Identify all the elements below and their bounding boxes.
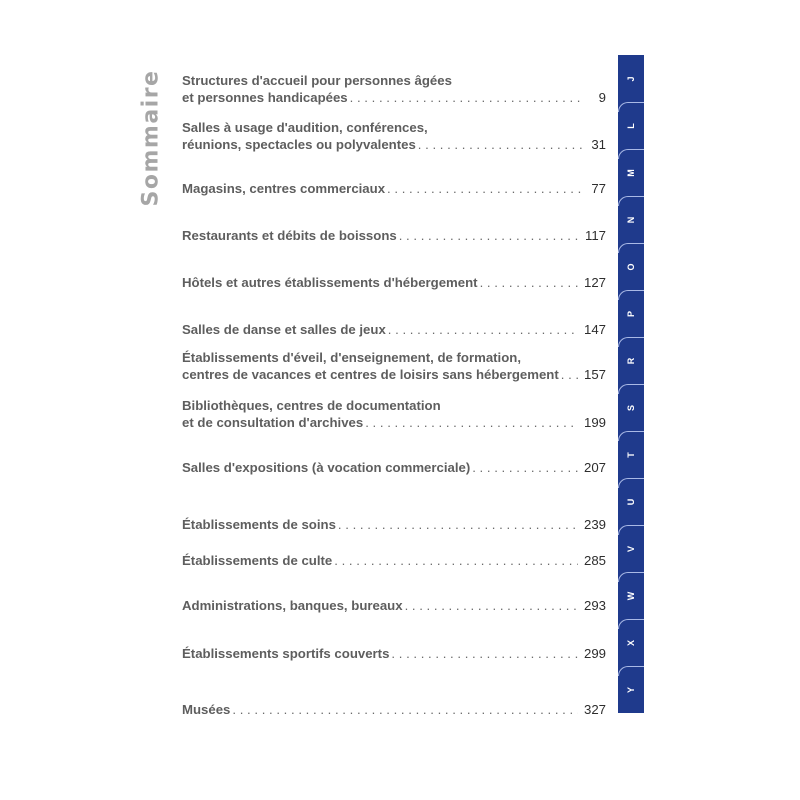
- tab-divider: [618, 149, 644, 159]
- tab-letter: O: [626, 262, 636, 271]
- toc-entry-title: Salles de danse et salles de jeux: [182, 322, 386, 337]
- index-tab-m[interactable]: [618, 149, 644, 196]
- toc-entry-line: [182, 397, 606, 414]
- tab-letter: S: [626, 404, 636, 411]
- toc-entry-line: [182, 701, 606, 718]
- index-tab-s[interactable]: [618, 384, 644, 431]
- page-number: 77: [591, 181, 606, 196]
- toc-entry-title: Musées: [182, 702, 231, 717]
- toc-entry-line: [182, 597, 606, 614]
- dot-leader: [561, 366, 578, 383]
- toc-entry-line: [182, 414, 606, 431]
- tab-divider: [618, 196, 644, 206]
- toc-entry-title: centres de vacances et centres de loisirs sans hébergement: [182, 367, 559, 382]
- index-tab-o[interactable]: [618, 243, 644, 290]
- toc-entry-line: [182, 459, 606, 476]
- index-tab-v[interactable]: [618, 525, 644, 572]
- toc-entry[interactable]: [182, 459, 606, 476]
- toc-entry-line: [182, 227, 606, 244]
- toc-entry-title: Salles à usage d'audition, conférences,: [182, 120, 428, 135]
- tab-divider: [618, 337, 644, 347]
- toc-entry-title: Établissements sportifs couverts: [182, 646, 390, 661]
- toc-entry-title: Établissements d'éveil, d'enseignement, de formation,: [182, 350, 521, 365]
- dot-leader: [334, 552, 578, 569]
- tab-letter: V: [626, 545, 636, 552]
- toc-entry-title: et de consultation d'archives: [182, 415, 364, 430]
- page-number: 127: [583, 275, 606, 290]
- toc-entry[interactable]: [182, 274, 606, 291]
- dot-leader: [388, 321, 578, 338]
- dot-leader: [350, 89, 582, 106]
- tab-divider: [618, 525, 644, 535]
- toc-entry-line: [182, 89, 606, 106]
- tab-letter: J: [626, 75, 636, 82]
- tab-letter: T: [626, 451, 636, 458]
- toc-entry-line: [182, 180, 606, 197]
- tab-divider: [618, 666, 644, 676]
- tab-letter: R: [626, 357, 636, 364]
- toc-entry-title: Restaurants et débits de boissons: [182, 228, 397, 243]
- tab-letter: P: [626, 310, 636, 317]
- toc-entry-line: [182, 552, 606, 569]
- tab-letter: W: [626, 591, 636, 600]
- dot-leader: [365, 414, 578, 431]
- toc-entry-line: [182, 119, 606, 136]
- toc-entry-title: Administrations, banques, bureaux: [182, 598, 403, 613]
- tab-divider: [618, 478, 644, 488]
- tab-divider: [618, 572, 644, 582]
- tab-divider: [618, 619, 644, 629]
- dot-leader: [338, 516, 578, 533]
- toc-entry-title: et personnes handicapées: [182, 90, 348, 105]
- tab-divider: [618, 290, 644, 300]
- dot-leader: [480, 274, 578, 291]
- toc-entry-title: Établissements de culte: [182, 553, 333, 568]
- page-number: 199: [583, 415, 606, 430]
- toc-entry[interactable]: [182, 72, 606, 106]
- dot-leader: [418, 136, 582, 153]
- toc-entry-line: [182, 366, 606, 383]
- toc-entry[interactable]: [182, 701, 606, 718]
- toc-entry[interactable]: [182, 227, 606, 244]
- tab-letter: Y: [626, 686, 636, 693]
- page-number: 285: [583, 553, 606, 568]
- page-number: 9: [598, 90, 606, 105]
- toc-entry-line: [182, 136, 606, 153]
- page-number: 117: [584, 228, 606, 243]
- page-number: 147: [583, 322, 606, 337]
- tab-letter: U: [626, 498, 636, 505]
- tab-divider: [618, 243, 644, 253]
- index-tab-u[interactable]: [618, 478, 644, 525]
- dot-leader: [387, 180, 582, 197]
- index-tabs: [618, 55, 644, 713]
- page-number: 239: [583, 517, 606, 532]
- index-tab-w[interactable]: [618, 572, 644, 619]
- toc-entry[interactable]: [182, 645, 606, 662]
- tab-letter: X: [626, 639, 636, 646]
- sommaire-title: [136, 70, 166, 205]
- toc-entry[interactable]: [182, 397, 606, 431]
- toc-entry[interactable]: [182, 516, 606, 533]
- toc-entry-line: [182, 274, 606, 291]
- dot-leader: [399, 227, 579, 244]
- tab-letter: N: [626, 216, 636, 223]
- index-tab-p[interactable]: [618, 290, 644, 337]
- page-number: 299: [583, 646, 606, 661]
- toc-entry[interactable]: [182, 552, 606, 569]
- toc-entry-line: [182, 72, 606, 89]
- toc-entry-title: Établissements de soins: [182, 517, 336, 532]
- page-number: 327: [583, 702, 606, 717]
- page-number: 31: [591, 137, 606, 152]
- index-tab-x[interactable]: [618, 619, 644, 666]
- tab-letter: M: [626, 168, 636, 177]
- toc-entry[interactable]: [182, 597, 606, 614]
- toc-entry-title: Hôtels et autres établissements d'hébergement: [182, 275, 478, 290]
- toc-entry-line: [182, 321, 606, 338]
- tab-divider: [618, 102, 644, 112]
- dot-leader: [391, 645, 578, 662]
- toc-entry[interactable]: [182, 321, 606, 338]
- toc-entry[interactable]: [182, 180, 606, 197]
- toc-entry[interactable]: [182, 119, 606, 153]
- index-tab-j[interactable]: [618, 55, 644, 102]
- index-tab-n[interactable]: [618, 196, 644, 243]
- dot-leader: [405, 597, 578, 614]
- toc-entry[interactable]: [182, 349, 606, 383]
- dot-leader: [472, 459, 578, 476]
- index-tab-t[interactable]: [618, 431, 644, 478]
- page-number: 293: [583, 598, 606, 613]
- toc-entry-line: [182, 645, 606, 662]
- sommaire-title-text: Sommaire: [138, 69, 164, 206]
- index-tab-r[interactable]: [618, 337, 644, 384]
- tab-letter: L: [626, 122, 636, 129]
- toc-entry-line: [182, 349, 606, 366]
- dot-leader: [232, 701, 578, 718]
- page-number: 207: [583, 460, 606, 475]
- toc-entry-title: Salles d'expositions (à vocation commerciale): [182, 460, 471, 475]
- toc-entry-title: Bibliothèques, centres de documentation: [182, 398, 441, 413]
- index-tab-l[interactable]: [618, 102, 644, 149]
- toc-entry-title: réunions, spectacles ou polyvalentes: [182, 137, 416, 152]
- index-tab-y[interactable]: [618, 666, 644, 713]
- tab-divider: [618, 384, 644, 394]
- page-number: 157: [583, 367, 606, 382]
- toc-entry-title: Structures d'accueil pour personnes âgées: [182, 73, 452, 88]
- toc-entry-line: [182, 516, 606, 533]
- toc-entry-title: Magasins, centres commerciaux: [182, 181, 386, 196]
- tab-divider: [618, 431, 644, 441]
